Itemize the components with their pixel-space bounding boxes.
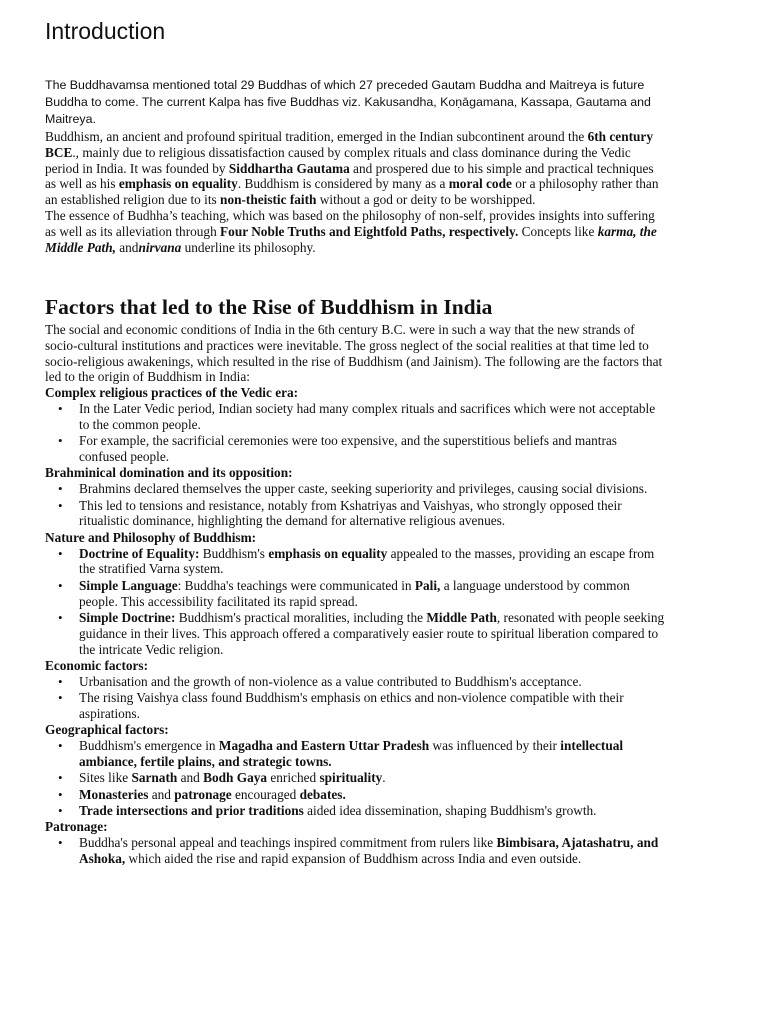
bold-text: Doctrine of Equality: <box>79 545 200 561</box>
text: underline its philosophy. <box>181 239 316 255</box>
list-item <box>45 674 665 690</box>
bullet-icon: • <box>58 609 63 625</box>
bold-italic-text: nirvana <box>138 239 182 255</box>
bullet-icon: • <box>58 481 63 497</box>
text: or a philosophy rather than an established religion due to its <box>45 176 659 208</box>
section-heading-philosophy: Nature and Philosophy of Buddhism: <box>45 529 257 545</box>
bold-text: Magadha and Eastern Uttar Pradesh <box>218 738 430 754</box>
bold-text: Four Noble Truths and Eightfold Paths, respectively. <box>220 223 519 239</box>
text: Sites like <box>79 770 132 786</box>
bold-text: emphasis on equality <box>118 176 238 192</box>
text: Brahmins declared themselves the upper caste, seeking superiority and privileges, causing social divisions. <box>79 481 648 497</box>
bold-text: Bodh Gaya <box>203 770 268 786</box>
text: The rising Vaishya class found Buddhism's emphasis on ethics and non-violence compatible with their aspirations. <box>79 690 624 721</box>
text: and prospered due to his simple and practical techniques as well as his <box>45 160 654 192</box>
introduction-heading: Introduction <box>45 18 166 44</box>
list-patronage <box>45 835 665 867</box>
text: Buddhism's <box>199 545 269 561</box>
section-heading-patronage: Patronage: <box>45 819 108 835</box>
list-item <box>45 498 665 530</box>
text: In the Later Vedic period, Indian society had many complex rituals and sacrifices which were not acceptable to the common people. <box>79 400 656 432</box>
teaching-essence-paragraph <box>45 208 665 255</box>
list-philosophy <box>45 546 665 658</box>
bold-text: Sarnath <box>131 770 178 786</box>
factors-lead-paragraph: The social and economic conditions of India in the 6th century B.C. were in such a way that the new strands of socio-cultural institutions and practices were inevitable. The gross neglect of the social realities at that time led to socio-religious awakenings, which resulted in the rise of Buddhism (and Jainism). The following are the factors that led to the origin of Buddhism in India: <box>45 322 663 385</box>
list-vedic <box>45 401 665 465</box>
bold-text: Bimbisara, Ajatashatru, and Ashoka, <box>79 835 659 867</box>
text: Concepts like <box>518 223 598 239</box>
text: and <box>177 770 204 786</box>
list-brahminical <box>45 481 665 529</box>
bullet-icon: • <box>58 433 63 449</box>
list-item <box>45 610 665 657</box>
bullet-icon: • <box>58 786 63 802</box>
list-item <box>45 770 665 786</box>
list-item <box>45 835 665 867</box>
list-geographical <box>45 738 665 819</box>
bullet-icon: • <box>58 690 63 706</box>
bold-text: Simple Language <box>79 577 178 593</box>
bold-text: intellectual ambiance, fertile plains, and strategic towns. <box>79 738 624 769</box>
list-item <box>45 433 665 465</box>
section-heading-geographical: Geographical factors: <box>45 722 169 738</box>
list-item <box>45 787 665 803</box>
list-item <box>45 738 665 770</box>
section-heading-brahminical: Brahminical domination and its opposition: <box>45 465 293 481</box>
bold-text: non-theistic faith <box>220 192 317 208</box>
list-item <box>45 803 665 819</box>
bullet-icon: • <box>58 738 63 754</box>
factors-body <box>45 322 665 867</box>
list-item <box>45 481 665 497</box>
text: Buddhism, an ancient and profound spiritual tradition, emerged in the Indian subcontinent around the <box>45 129 588 144</box>
text: The essence of Budhha’s teaching, which was based on the philosophy of non-self, provides insights into suffering as well as its alleviation through <box>45 207 655 239</box>
list-item <box>45 401 665 433</box>
text: . <box>382 770 386 786</box>
text: and <box>148 786 175 802</box>
list-item <box>45 690 665 722</box>
bullet-icon: • <box>58 545 63 561</box>
text: : Buddha's teachings were communicated in <box>177 577 415 593</box>
text: , resonated with people seeking guidance in their lives. This approach offered a comparatively easier route to spiritual liberation compared to the intricate Vedic religion. <box>79 609 665 657</box>
text: . Buddhism is considered by many as a <box>237 176 449 192</box>
text: without a god or deity to be worshipped. <box>316 192 536 208</box>
bold-italic-text: karma, the Middle Path, <box>45 223 657 255</box>
text: which aided the rise and rapid expansion of Buddhism across India and even outside. <box>125 851 582 867</box>
bold-text: Middle Path <box>426 609 497 625</box>
text: For example, the sacrificial ceremonies were too expensive, and the superstitious beliefs and mantras confused people. <box>79 433 617 464</box>
bold-text: Simple Doctrine: <box>79 609 176 625</box>
bold-text: spirituality <box>319 770 383 786</box>
list-economic <box>45 674 665 722</box>
bold-text: Trade intersections and prior traditions <box>79 803 304 819</box>
bullet-icon: • <box>58 497 63 513</box>
bold-text: debates. <box>299 786 346 802</box>
text: and <box>115 239 139 255</box>
section-heading-economic: Economic factors: <box>45 657 149 673</box>
bold-text: Pali, <box>414 577 441 593</box>
factors-heading: Factors that led to the Rise of Buddhism in India <box>45 295 493 319</box>
buddhism-origin-paragraph <box>45 129 665 208</box>
bold-text: moral code <box>448 176 512 192</box>
text: Buddhism's emergence in <box>79 738 219 754</box>
text: Buddha's personal appeal and teachings inspired commitment from rulers like <box>79 835 497 851</box>
text: a language understood by common people. This accessibility facilitated its rapid spread. <box>79 577 630 609</box>
intro-body <box>45 129 665 255</box>
bullet-icon: • <box>58 400 63 416</box>
text: enriched <box>267 770 320 786</box>
bullet-icon: • <box>58 803 63 819</box>
list-item <box>45 546 665 578</box>
bullet-icon: • <box>58 770 63 786</box>
bullet-icon: • <box>58 673 63 689</box>
text: was influenced by their <box>429 738 561 754</box>
text: This led to tensions and resistance, notably from Kshatriyas and Vaishyas, who strongly opposed their ritualistic dominance, highlighting the demand for alternative religious avenues. <box>79 497 622 529</box>
text: appealed to the masses, providing an escape from the stratified Varna system. <box>79 545 655 577</box>
bold-text: patronage <box>174 786 232 802</box>
text: Urbanisation and the growth of non-violence as a value contributed to Buddhism's acceptance. <box>79 673 582 689</box>
text: aided idea dissemination, shaping Buddhism's growth. <box>303 803 597 819</box>
section-heading-vedic: Complex religious practices of the Vedic era: <box>45 385 299 401</box>
bold-text: Siddhartha Gautama <box>228 160 350 176</box>
bold-text: 6th century BCE <box>45 129 653 160</box>
bullet-icon: • <box>58 835 63 851</box>
bullet-icon: • <box>58 577 63 593</box>
text: ., mainly due to religious dissatisfaction caused by complex rituals and class dominance during the Vedic period in India. It was founded by <box>45 144 631 176</box>
list-item <box>45 578 665 610</box>
buddhavamsa-paragraph: The Buddhavamsa mentioned total 29 Buddhas of which 27 preceded Gautam Buddha and Maitreya is future Buddha to come. The current Kalpa has five Buddhas viz. Kakusandha, Koṇāgamana, Kassapa, Gautama and Maitreya. <box>45 78 651 127</box>
bold-text: emphasis on equality <box>268 545 388 561</box>
text: Buddhism's practical moralities, including the <box>175 609 427 625</box>
text: encouraged <box>231 786 300 802</box>
bold-text: Monasteries <box>79 786 149 802</box>
